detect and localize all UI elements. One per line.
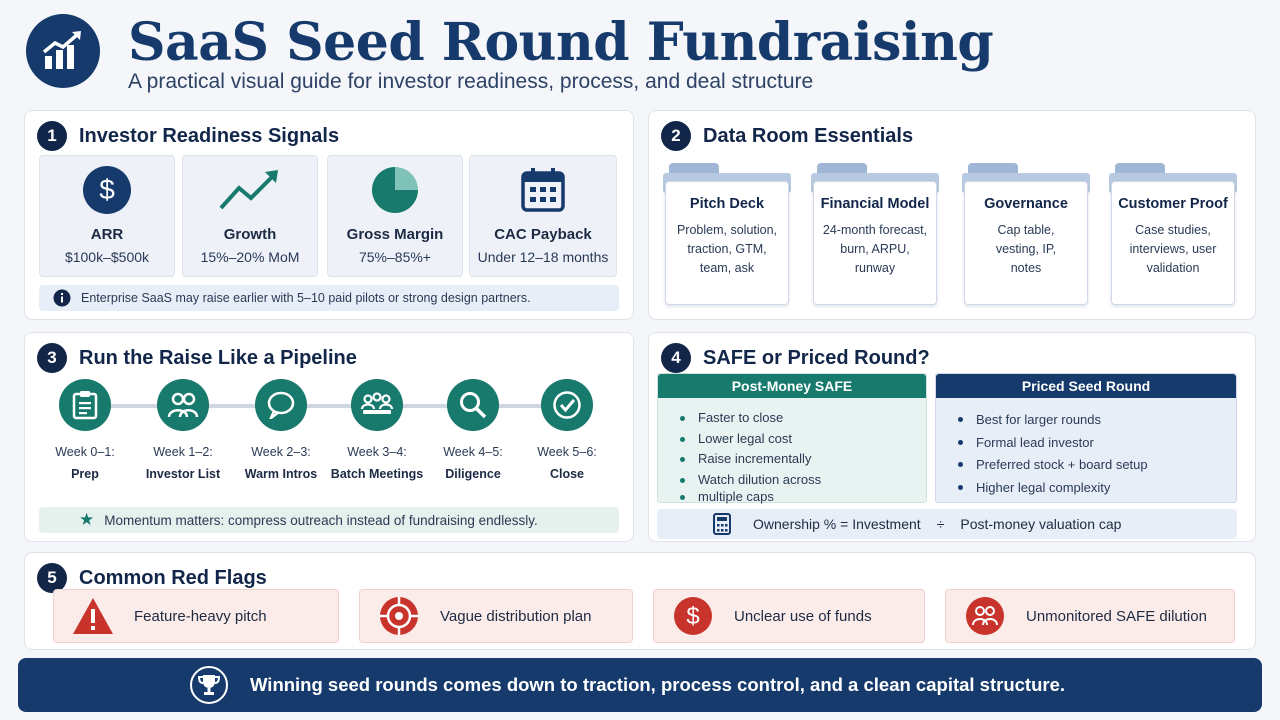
warning-triangle-icon	[71, 596, 115, 636]
option-item: Lower legal cost	[680, 429, 926, 450]
svg-text:$: $	[686, 603, 700, 630]
readiness-note	[39, 285, 619, 311]
folder-line: Problem, solution,	[676, 223, 778, 237]
section-pipeline	[24, 332, 634, 542]
red-flag-unclear-funds	[653, 589, 925, 643]
meeting-icon	[360, 391, 394, 419]
formula-operator: ÷	[936, 516, 945, 532]
option-item: Faster to close	[680, 408, 926, 429]
red-flag-label: Unmonitored SAFE dilution	[1026, 607, 1207, 625]
option-post-money-safe	[657, 373, 927, 503]
folder-line: validation	[1146, 261, 1200, 275]
section-investor-readiness	[24, 110, 634, 320]
section-title: SAFE or Priced Round?	[703, 346, 930, 369]
step-name: Batch Meetings	[330, 467, 424, 481]
red-flag-feature-heavy	[53, 589, 339, 643]
folder-title: Financial Model	[820, 196, 930, 212]
red-flag-vague-distribution	[359, 589, 633, 643]
step-week: Week 4–5:	[443, 445, 503, 459]
folder-governance	[962, 163, 1090, 307]
pipeline-step-diligence	[423, 379, 523, 481]
pipeline-step-prep	[35, 379, 135, 481]
metric-value: $100k–$500k	[64, 249, 150, 265]
star-icon: ★	[79, 510, 95, 529]
folder-title: Pitch Deck	[689, 196, 765, 212]
step-name: Investor List	[145, 467, 221, 481]
folder-line: vesting, IP,	[995, 242, 1057, 256]
pipeline-step-batch-meetings	[327, 379, 427, 481]
calendar-icon	[519, 166, 567, 214]
red-flag-label: Unclear use of funds	[734, 607, 872, 625]
logo	[26, 14, 100, 88]
folder-line: notes	[1010, 261, 1042, 275]
metric-label: ARR	[90, 226, 124, 243]
folder-line: Case studies,	[1135, 223, 1211, 237]
growth-chart-icon	[40, 28, 86, 74]
magnifier-icon	[458, 390, 488, 420]
section-title: Data Room Essentials	[703, 124, 914, 147]
section-data-room	[648, 110, 1256, 320]
users-icon	[167, 391, 199, 419]
metric-card-gross-margin	[327, 155, 463, 277]
step-week: Week 3–4:	[347, 445, 407, 459]
pipeline-step-investor-list	[133, 379, 233, 481]
section-safe-vs-priced	[648, 332, 1256, 542]
note-text: Momentum matters: compress outreach instead of fundraising endlessly.	[104, 512, 538, 528]
metric-label: Growth	[223, 226, 277, 243]
red-flag-label: Feature-heavy pitch	[134, 607, 267, 625]
metric-card-growth	[182, 155, 318, 277]
info-icon	[53, 289, 71, 307]
users-icon	[964, 595, 1006, 637]
metric-label: Gross Margin	[346, 226, 444, 243]
check-circle-icon	[551, 389, 583, 421]
option-item: Watch dilution across	[680, 470, 926, 491]
step-name: Warm Intros	[244, 467, 318, 481]
formula-left: Ownership % = Investment	[753, 516, 921, 532]
metric-card-cac-payback	[469, 155, 617, 277]
folder-financial-model	[811, 163, 939, 307]
step-week: Week 1–2:	[153, 445, 213, 459]
metric-value: Under 12–18 months	[477, 249, 609, 265]
section-number: 1	[37, 121, 67, 151]
folder-customer-proof	[1109, 163, 1237, 307]
clipboard-icon	[71, 390, 99, 420]
page-subtitle: A practical visual guide for investor readiness, process, and deal structure	[128, 70, 814, 93]
note-text: Enterprise SaaS may raise earlier with 5–10 paid pilots or strong design partners.	[81, 291, 531, 305]
option-priced-seed-round	[935, 373, 1237, 503]
section-title: Run the Raise Like a Pipeline	[79, 346, 357, 369]
metric-label: CAC Payback	[494, 226, 592, 243]
dollar-icon	[82, 165, 132, 215]
step-week: Week 0–1:	[55, 445, 115, 459]
step-name: Diligence	[445, 467, 501, 481]
section-red-flags	[24, 552, 1256, 650]
metric-card-arr	[39, 155, 175, 277]
section-title: Investor Readiness Signals	[79, 124, 340, 147]
folder-line: burn, ARPU,	[840, 242, 910, 256]
option-item: Raise incrementally	[680, 449, 926, 470]
folder-line: Cap table,	[997, 223, 1055, 237]
folder-line: 24-month forecast,	[822, 223, 928, 237]
option-item: Preferred stock + board setup	[958, 454, 1236, 477]
metric-value: 75%–85%+	[358, 249, 431, 265]
page-title: SaaS Seed Round Fundraising	[128, 12, 994, 73]
step-name: Prep	[71, 467, 99, 481]
option-item: Best for larger rounds	[958, 409, 1236, 432]
folder-pitch-deck	[663, 163, 791, 307]
metric-value: 15%–20% MoM	[200, 249, 300, 265]
folder-line: runway	[854, 261, 896, 275]
folder-title: Governance	[984, 196, 1068, 212]
option-title: Priced Seed Round	[936, 374, 1236, 398]
banner-text: Winning seed rounds comes down to traction, process control, and a clean capital structure.	[250, 674, 1066, 695]
folder-line: interviews, user	[1129, 242, 1217, 256]
folder-line: team, ask	[699, 261, 755, 275]
calculator-icon	[713, 513, 731, 535]
option-title: Post-Money SAFE	[658, 374, 926, 398]
chat-bubble-icon	[266, 391, 296, 419]
folder-title: Customer Proof	[1118, 196, 1228, 212]
option-item: Higher legal complexity	[958, 477, 1236, 500]
folder-line: traction, GTM,	[687, 242, 767, 256]
pipeline-step-close	[517, 379, 617, 481]
section-number: 4	[661, 343, 691, 373]
red-flag-safe-dilution	[945, 589, 1235, 643]
trend-up-icon	[219, 168, 281, 212]
option-item: Formal lead investor	[958, 432, 1236, 455]
section-number: 5	[37, 563, 67, 593]
target-icon	[378, 595, 420, 637]
pipeline-note	[39, 507, 619, 533]
ownership-formula	[657, 509, 1237, 539]
option-item-continued: multiple caps	[680, 487, 926, 508]
pie-chart-icon	[370, 165, 420, 215]
step-name: Close	[549, 467, 585, 481]
section-number: 2	[661, 121, 691, 151]
formula-right: Post-money valuation cap	[960, 516, 1122, 532]
dollar-icon	[672, 595, 714, 637]
red-flag-label: Vague distribution plan	[440, 607, 592, 625]
step-week: Week 2–3:	[251, 445, 311, 459]
svg-text:$: $	[99, 174, 115, 205]
section-number: 3	[37, 343, 67, 373]
pipeline-step-warm-intros	[231, 379, 331, 481]
summary-banner	[18, 658, 1262, 712]
step-week: Week 5–6:	[537, 445, 597, 459]
trophy-icon	[197, 673, 221, 697]
section-title: Common Red Flags	[79, 566, 267, 589]
